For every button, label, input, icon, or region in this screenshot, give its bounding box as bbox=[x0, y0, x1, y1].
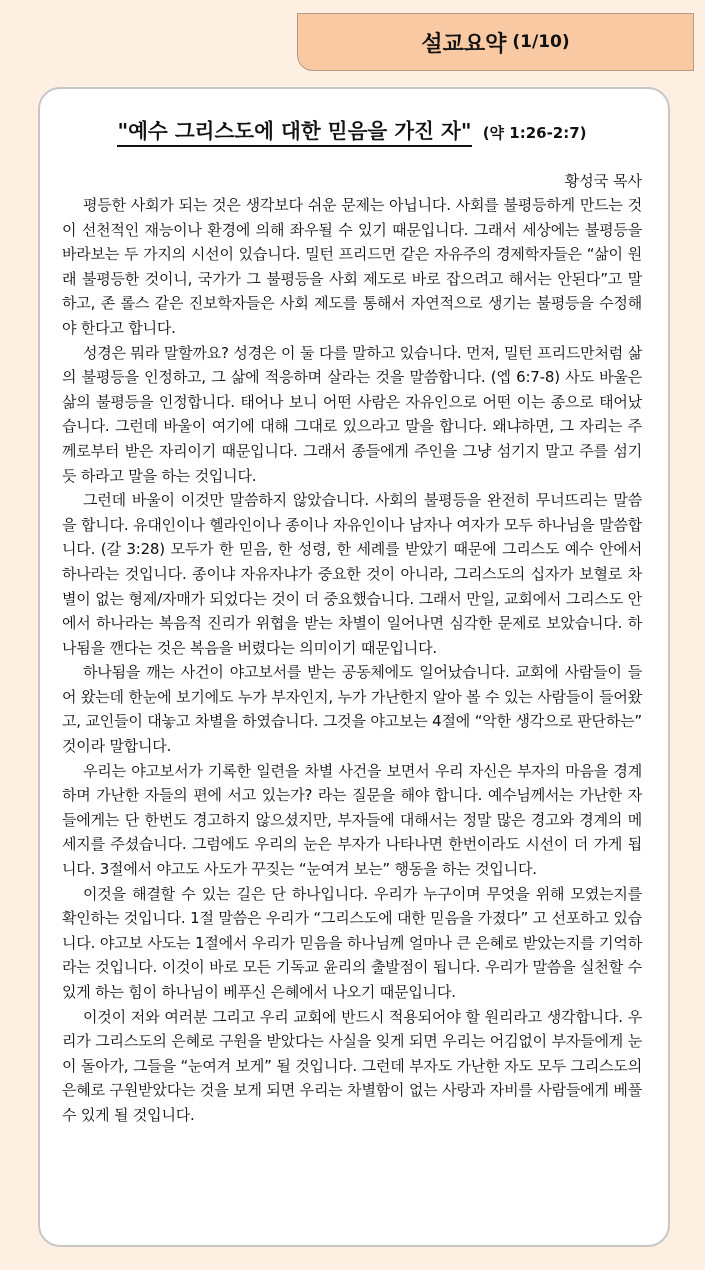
sermon-body bbox=[62, 193, 642, 1128]
sermon-card bbox=[38, 87, 670, 1247]
paragraph: 평등한 사회가 되는 것은 생각보다 쉬운 문제는 아닙니다. 사회를 불평등하게 만드는 것이 선천적인 재능이나 환경에 의해 좌우될 수 있기 때문입니다. 그래서 세상에는 불평등을 바라보는 두 가지의 시선이 있습니다. 밀턴 프리드먼 같은 자유주의 경제학자들은 “삶이 원래 불평등한 것이니, 국가가 그 불평등을 사회 제도로 바로 잡으려고 해서는 안된다”고 말하고, 존 롤스 같은 진보학자들은 사회 제도를 통해서 자연적으로 생기는 불평등을 수정해야 한다고 합니다. bbox=[62, 196, 642, 337]
paragraph: 이것을 해결할 수 있는 길은 단 하나입니다. 우리가 누구이며 무엇을 위해 모였는지를 확인하는 것입니다. 1절 말씀은 우리가 “그리스도에 대한 믿음을 가졌다” 고 선포하고 있습니다. 야고보 사도는 1절에서 우리가 믿음을 하나님께 얼마나 큰 은혜로 받았는지를 기억하라는 것입니다. 이것이 바로 모든 기독교 윤리의 출발점이 됩니다. 우리가 말씀을 실천할 수 있게 하는 힘이 하나님이 베푸신 은혜에서 나오기 때문입니다. bbox=[62, 884, 642, 1001]
sermon-title: "예수 그리스도에 대한 믿음을 가진 자" bbox=[117, 119, 471, 147]
section-header-label: 설교요약 bbox=[421, 31, 507, 57]
page-indicator: (1/10) bbox=[512, 32, 570, 52]
paragraph: 하나됨을 깨는 사건이 야고보서를 받는 공동체에도 일어났습니다. 교회에 사람들이 들어 왔는데 한눈에 보기에도 누가 부자인지, 누가 가난한지 알아 볼 수 있는 사람들이 들어왔고, 교인들이 대놓고 차별을 하였습니다. 그것을 야고보는 4절에 “악한 생각으로 판단하는” 것이라 말합니다. bbox=[62, 663, 642, 756]
sermon-title-row bbox=[62, 114, 642, 144]
sermon-author: 황성국 목사 bbox=[564, 172, 642, 190]
scripture-reference: (약 1:26-2:7) bbox=[482, 124, 587, 142]
paragraph: 우리는 야고보서가 기록한 일련을 차별 사건을 보면서 우리 자신은 부자의 마음을 경계하며 가난한 자들의 편에 서고 있는가? 라는 질문을 해야 합니다. 예수님께서는 가난한 자들에게는 단 한번도 경고하지 않으셨지만, 부자들에 대해서는 정말 많은 경고와 경계의 메세지를 주셨습니다. 그럼에도 우리의 눈은 부자가 나타나면 한번이라도 시선이 더 가게 됩니다. 3절에서 야고도 사도가 꾸짖는 “눈여겨 보는” 행동을 하는 것입니다. bbox=[62, 761, 642, 879]
section-header-tab bbox=[297, 13, 694, 71]
paragraph: 그런데 바울이 이것만 말씀하지 않았습니다. 사회의 불평등을 완전히 무너뜨리는 말씀을 합니다. 유대인이나 헬라인이나 종이나 자유인이나 남자나 여자가 모두 하나님을 말씀합니다. (갈 3:28) 모두가 한 믿음, 한 성령, 한 세례를 받았기 때문에 그리스도 예수 안에서 하나라는 것입니다. 종이냐 자유자냐가 중요한 것이 아니라, 그리스도의 십자가 보혈로 차별이 없는 형제/자매가 되었다는 것이 더 중요했습니다. 그래서 만일, 교회에서 그리스도 안에서 하나라는 복음적 진리가 위협을 받는 차별이 일어나면 심각한 문제로 보았습니다. 하나됨을 깬다는 것은 복음을 버렸다는 의미이기 때문입니다. bbox=[62, 491, 642, 657]
paragraph: 이것이 저와 여러분 그리고 우리 교회에 반드시 적용되어야 할 원리라고 생각합니다. 우리가 그리스도의 은혜로 구원을 받았다는 사실을 잊게 되면 우리는 어김없이 부자들에게 눈이 돌아가, 그들을 “눈여겨 보게” 될 것입니다. 그런데 부자도 가난한 자도 모두 그리스도의 은혜로 구원받았다는 것을 보게 되면 우리는 차별함이 없는 사랑과 자비를 사람들에게 베풀 수 있게 될 것입니다. bbox=[62, 1007, 642, 1124]
paragraph: 성경은 뭐라 말할까요? 성경은 이 둘 다를 말하고 있습니다. 먼저, 밀턴 프리드만처럼 삶의 불평등을 인정하고, 그 삶에 적응하며 살라는 것을 말씀합니다. (엡 6:7-8) 사도 바울은 삶의 불평등을 인정합니다. 태어나 보니 어떤 사람은 자유인으로 어떤 이는 종으로 태어났습니다. 그런데 바울이 여기에 대해 그대로 있으라고 말을 합니다. 왜냐하면, 그 자리는 주께로부터 받은 자리이기 때문입니다. 그래서 종들에게 주인을 그냥 섬기지 말고 주를 섬기듯 하라고 말을 하는 것입니다. bbox=[62, 343, 642, 485]
